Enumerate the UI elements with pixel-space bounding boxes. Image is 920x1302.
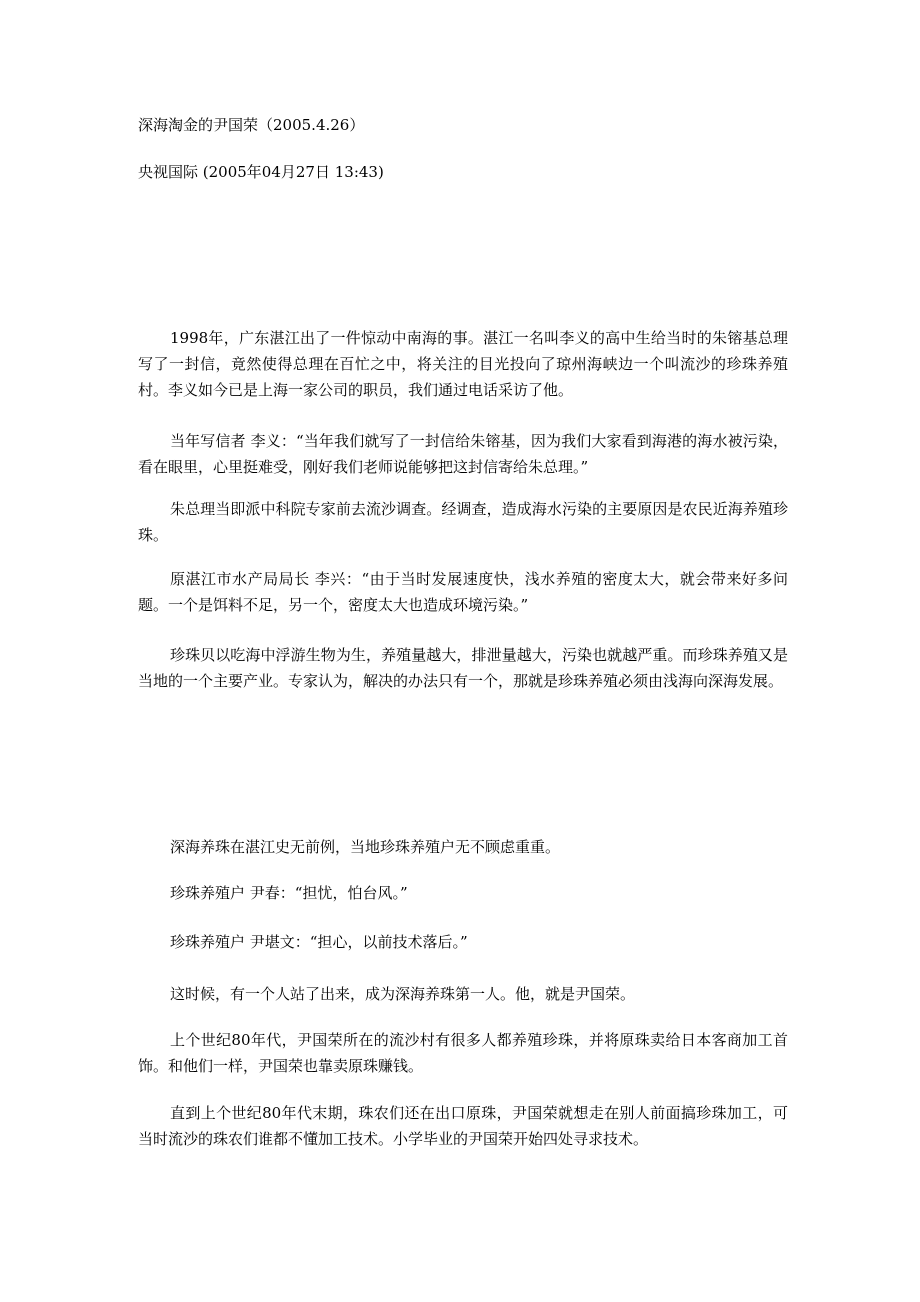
paragraph: 珍珠养殖户 尹堪文：“担心，以前技术落后。” [170,933,468,951]
paragraph: 珍珠贝以吃海中浮游生物为生，养殖量越大，排泄量越大，污染也就越严重。而珍珠养殖又是当地的一个主要产业。专家认为，解决的办法只有一个，那就是珍珠养殖必须由浅海向深海发展。 [138,646,788,690]
paragraph: 当年写信者 李义：“当年我们就写了一封信给朱镕基，因为我们大家看到海港的海水被污染，看在眼里，心里挺难受，刚好我们老师说能够把这封信寄给朱总理。” [138,432,788,476]
paragraph: 珍珠养殖户 尹春：“担忧，怕台风。” [170,884,408,902]
paragraph: 朱总理当即派中科院专家前去流沙调查。经调查，造成海水污染的主要原因是农民近海养殖珍珠。 [138,500,788,544]
paragraph: 直到上个世纪80年代末期，珠农们还在出口原珠，尹国荣就想走在别人前面搞珍珠加工，可当时流沙的珠农们谁都不懂加工技术。小学毕业的尹国荣开始四处寻求技术。 [138,1104,788,1148]
paragraph: 这时候，有一个人站了出来，成为深海养珠第一人。他，就是尹国荣。 [170,985,636,1003]
paragraph: 原湛江市水产局局长 李兴：“由于当时发展速度快，浅水养殖的密度太大，就会带来好多问题。一个是饵料不足，另一个，密度太大也造成环境污染。” [138,570,788,614]
paragraph: 1998年，广东湛江出了一件惊动中南海的事。湛江一名叫李义的高中生给当时的朱镕基总理写了一封信，竟然使得总理在百忙之中，将关注的目光投向了琼州海峡边一个叫流沙的珍珠养殖村。李义如今已是上海一家公司的职员，我们通过电话采访了他。 [138,329,788,399]
paragraph: 上个世纪80年代，尹国荣所在的流沙村有很多人都养殖珍珠，并将原珠卖给日本客商加工首饰。和他们一样，尹国荣也靠卖原珠赚钱。 [138,1031,788,1075]
paragraph: 深海养珠在湛江史无前例，当地珍珠养殖户无不顾虑重重。 [170,838,561,856]
article-source: 央视国际 (2005年04月27日 13:43) [138,163,384,181]
article-title: 深海淘金的尹国荣（2005.4.26） [138,116,365,134]
